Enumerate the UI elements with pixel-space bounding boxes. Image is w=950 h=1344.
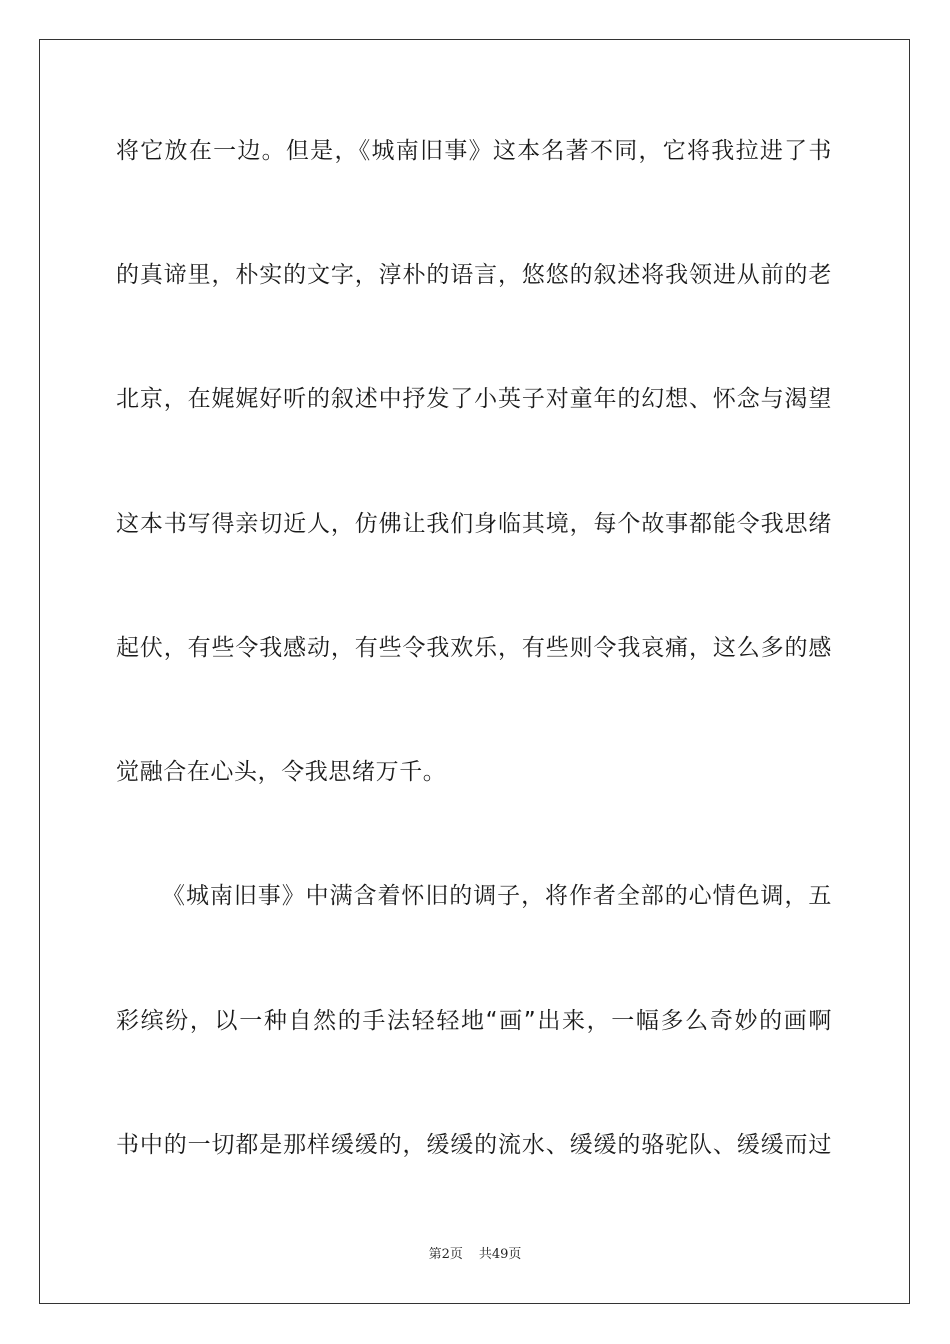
text-line-4: 这本书写得亲切近人，仿佛让我们身临其境，每个故事都能令我思绪 [116, 511, 832, 537]
text-line-3: 北京，在娓娓好听的叙述中抒发了小英子对童年的幻想、怀念与渴望 [116, 386, 832, 412]
page-footer [0, 1246, 950, 1264]
page-total: 共49页 [478, 1247, 522, 1262]
page-number: 第2页 [428, 1247, 463, 1262]
text-line-7: 《城南旧事》中满含着怀旧的调子，将作者全部的心情色调，五 [162, 883, 832, 909]
text-line-6: 觉融合在心头，令我思绪万千。 [116, 759, 447, 785]
text-line-9: 书中的一切都是那样缓缓的，缓缓的流水、缓缓的骆驼队、缓缓而过 [116, 1132, 832, 1158]
text-line-1: 将它放在一边。但是，《城南旧事》这本名著不同，它将我拉进了书 [116, 138, 832, 164]
text-line-5: 起伏，有些令我感动，有些令我欢乐，有些则令我哀痛，这么多的感 [116, 635, 832, 661]
page-border [39, 39, 910, 1304]
text-line-8: 彩缤纷，以一种自然的手法轻轻地“画”出来，一幅多么奇妙的画啊 [116, 1008, 832, 1034]
text-line-2: 的真谛里，朴实的文字，淳朴的语言，悠悠的叙述将我领进从前的老 [116, 262, 832, 288]
